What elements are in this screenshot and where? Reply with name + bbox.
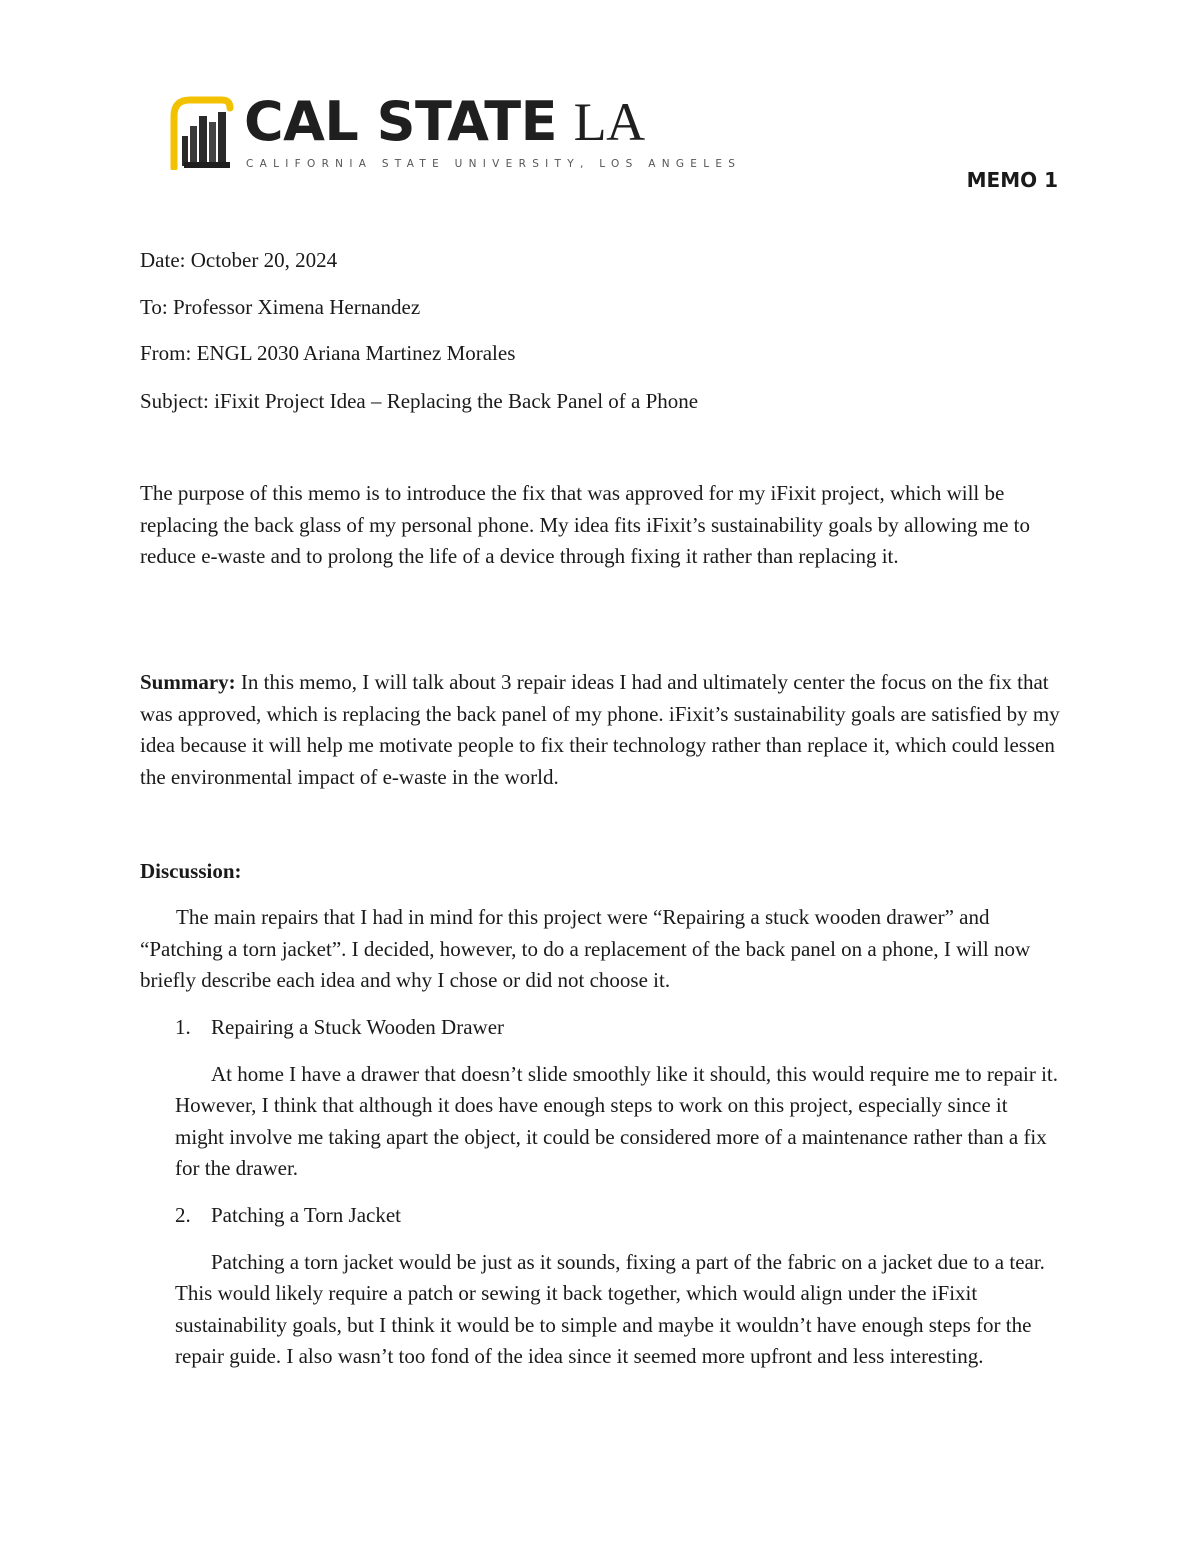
discussion-heading: Discussion: (140, 859, 242, 883)
summary-text: In this memo, I will talk about 3 repair ideas I had and ultimately center the focus on the fix that was approved, which is replacing the back panel of my phone. iFixit’s sustainability goals are satisfied by my idea because it will help me motivate people to fix their technology rather than replace it, which could lessen the environmental impact of e-waste in the world. (140, 670, 1060, 789)
university-emblem-icon (170, 96, 234, 170)
memo-date: Date: October 20, 2024 (140, 248, 338, 272)
logo-name-bold: CAL STATE (244, 90, 557, 153)
list-item-body: At home I have a drawer that doesn’t slide smoothly like it should, this would require me to repair it. However, I think that although it does have enough steps to work on this project, especially since it might involve me taking apart the object, it could be considered more of a maintenance rather than a fix for the drawer. (175, 1062, 1059, 1180)
cal-state-la-logo (170, 90, 742, 178)
summary-label: Summary: (140, 670, 236, 694)
memo-number: MEMO 1 (966, 168, 1058, 192)
logo-name-light: LA (573, 92, 645, 152)
memo-subject: Subject: iFixit Project Idea – Replacing the Back Panel of a Phone (140, 389, 699, 413)
logo-tagline: CALIFORNIA STATE UNIVERSITY, LOS ANGELES (246, 158, 742, 170)
list-item-title: Patching a Torn Jacket (211, 1203, 402, 1227)
intro-paragraph: The purpose of this memo is to introduce the fix that was approved for my iFixit project, which will be replacing the back glass of my personal phone. My idea fits iFixit’s sustainability goals by allowing me to reduce e-waste and to prolong the life of a device through fixing it rather than replacing it. (140, 481, 1031, 568)
logo-wordmark (244, 92, 645, 152)
list-item-title: Repairing a Stuck Wooden Drawer (211, 1015, 505, 1039)
list-number: 2. (175, 1203, 191, 1227)
memo-to: To: Professor Ximena Hernandez (140, 295, 421, 319)
list-number: 1. (175, 1015, 191, 1039)
summary-paragraph (140, 667, 1060, 793)
discussion-intro: The main repairs that I had in mind for this project were “Repairing a stuck wooden drawer” and “Patching a torn jacket”. I decided, however, to do a replacement of the back panel on a phone, I will now briefly describe each idea and why I chose or did not choose it. (140, 905, 1031, 992)
memo-from: From: ENGL 2030 Ariana Martinez Morales (140, 341, 516, 365)
list-item-body: Patching a torn jacket would be just as it sounds, fixing a part of the fabric on a jacket due to a tear. This would likely require a patch or sewing it back together, which would align under the iFixit sustainability goals, but I think it would be to simple and maybe it wouldn’t have enough steps for the repair guide. I also wasn’t too fond of the idea since it seemed more upfront and less interesting. (175, 1250, 1045, 1368)
